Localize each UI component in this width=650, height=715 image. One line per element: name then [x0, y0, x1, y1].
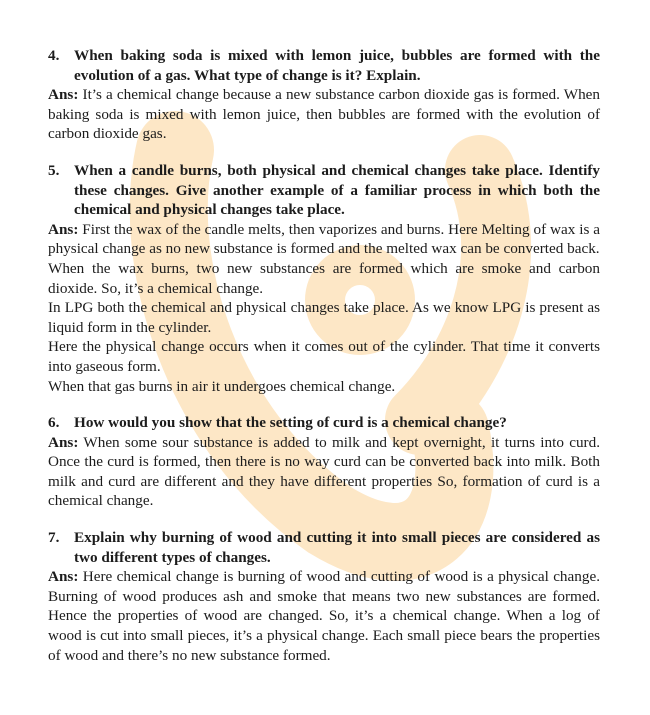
qa-item-7: [48, 528, 600, 665]
answer-label: Ans:: [48, 568, 79, 586]
qa-item-4: [48, 46, 600, 144]
question-number: 7.: [48, 529, 60, 547]
answer-label: Ans:: [48, 220, 79, 238]
answer-paragraph: Here the physical change occurs when it comes out of the cylinder. That time it converts into gaseous form.: [48, 338, 600, 375]
question-number: 6.: [48, 414, 60, 432]
answer-paragraph: When the wax burns, two new substances are formed which are smoke and carbon dioxide. So, it’s a chemical change.: [48, 259, 600, 297]
answer: [48, 567, 600, 665]
question: [48, 161, 600, 220]
qa-item-6: [48, 413, 600, 511]
answer-paragraph: When that gas burns in air it undergoes chemical change.: [48, 377, 396, 395]
question-number: 5.: [48, 161, 60, 179]
question: [48, 528, 600, 567]
answer-text: Here chemical change is burning of wood and cutting of wood is a physical change. Burning of wood produces ash and smoke that means two new substances are formed. Hence the properties of wood are changed. So, it’s a chemical change. When a log of wood is cut into small pieces, it’s a physical change. Each small piece bears the properties of wood and there’s no new substance formed.: [48, 568, 600, 664]
question-text: When a candle burns, both physical and chemical changes take place. Identify these changes. Give another example of a familiar process in which both the chemical and physical changes take place.: [74, 161, 600, 219]
question: [48, 413, 600, 433]
question: [48, 46, 600, 85]
answer-text: When some sour substance is added to milk and kept overnight, it turns into curd. Once the curd is formed, then there is no way curd can be converted back into milk. Both milk and curd are different and they have different properties So, formation of curd is a chemical change.: [48, 433, 600, 510]
answer-text: First the wax of the candle melts, then vaporizes and burns. Here Melting of wax is a physical change as no new substance is formed and the melted wax can be converted back.: [48, 220, 601, 258]
question-number: 4.: [48, 47, 60, 64]
answer-paragraph: In LPG both the chemical and physical changes take place. As we know LPG is present as liquid form in the cylinder.: [48, 299, 600, 336]
answer-label: Ans:: [48, 433, 79, 451]
answer-label: Ans:: [48, 86, 79, 104]
question-text: When baking soda is mixed with lemon juice, bubbles are formed with the evolution of a gas. What type of change is it? Explain.: [74, 47, 600, 84]
question-text: How would you show that the setting of curd is a chemical change?: [74, 414, 507, 432]
question-text: Explain why burning of wood and cutting it into small pieces are considered as two different types of changes.: [74, 529, 600, 566]
answer: [48, 220, 600, 259]
qa-item-5: [48, 161, 600, 396]
answer: [48, 85, 600, 144]
answer: [48, 433, 600, 511]
answer-text: It’s a chemical change because a new substance carbon dioxide gas is formed. When baking soda is mixed with lemon juice, then bubbles are formed with the evolution of carbon dioxide gas.: [48, 86, 600, 143]
